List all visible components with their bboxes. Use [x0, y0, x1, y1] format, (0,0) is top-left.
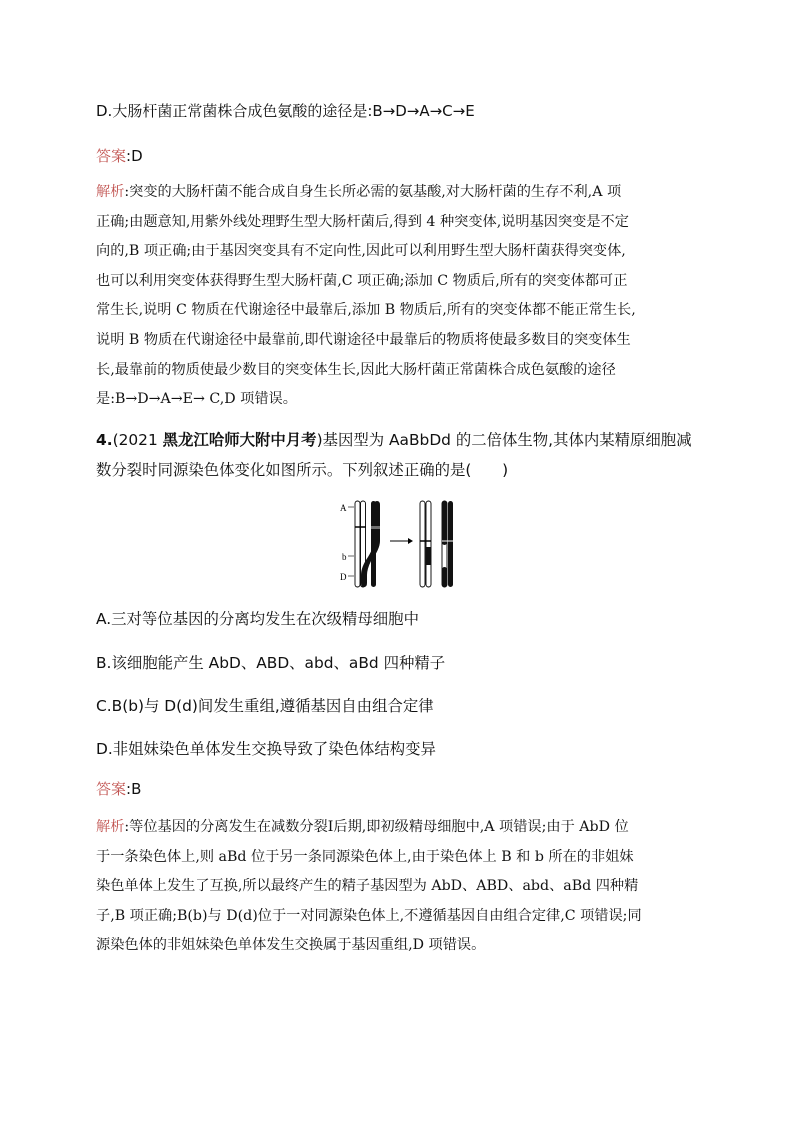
answer-label: 答案	[96, 147, 127, 165]
explanation-line: 正确;由题意知,用紫外线处理野生型大肠杆菌后,得到 4 种突变体,说明基因突变是不定	[96, 213, 629, 230]
q4-answer	[96, 779, 141, 799]
answer-value: :B	[126, 780, 142, 798]
q4-option-a: A.三对等位基因的分离均发生在次级精母细胞中	[96, 610, 419, 628]
q4-explanation	[96, 813, 710, 961]
explanation-line: 也可以利用突变体获得野生型大肠杆菌,C 项正确;添加 C 物质后,所有的突变体都可正	[96, 272, 628, 289]
explanation-line: 常生长,说明 C 物质在代谢途径中最靠后,添加 B 物质后,所有的突变体都不能正常生长,	[96, 302, 636, 319]
explanation-line: 源染色体的非姐妹染色单体发生交换属于基因重组,D 项错误。	[96, 937, 486, 954]
explanation-line: 解析:等位基因的分离发生在减数分裂Ⅰ后期,即初级精母细胞中,A 项错误;由于 AbD 位	[96, 819, 629, 835]
q4-stem-line1	[96, 425, 708, 455]
explanation-line: 解析:突变的大肠杆菌不能合成自身生长所必需的氨基酸,对大肠杆菌的生存不利,A 项	[96, 184, 622, 200]
explanation-line: 说明 B 物质在代谢途径中最靠前,即代谢途径中最靠后的物质将使最多数目的突变体生	[96, 331, 631, 348]
answer-label: 答案	[96, 780, 127, 798]
question-number: 4.	[96, 431, 113, 449]
explanation-line: 向的,B 项正确;由于基因突变具有不定向性,因此可以利用野生型大肠杆菌获得突变体,	[96, 243, 626, 260]
answer-value: :D	[126, 147, 143, 165]
q4-stem	[96, 425, 708, 485]
black-chromosome-right	[442, 501, 453, 587]
gene-label-d: D	[340, 572, 347, 582]
white-chromosome-right	[420, 501, 431, 587]
source-suffix: )	[316, 431, 323, 449]
source-prefix: (2021	[112, 431, 163, 449]
explanation-line: 长,最靠前的物质使最少数目的突变体生长,因此大肠杆菌正常菌株合成色氨酸的途径	[96, 361, 616, 378]
arrow-icon	[390, 538, 413, 544]
explanation-line: 染色单体上发生了互换,所以最终产生的精子基因型为 AbD、ABD、abd、aBd 四种精	[96, 878, 639, 895]
q4-option-d: D.非姐妹染色单体发生交换导致了染色体结构变异	[96, 740, 436, 758]
gene-label-b: b	[342, 552, 347, 562]
chromosome-crossover-figure	[338, 497, 470, 589]
q3-option-d: D.大肠杆菌正常菌株合成色氨酸的途径是:B→D→A→C→E	[96, 102, 475, 120]
q4-option-c: C.B(b)与 D(d)间发生重组,遵循基因自由组合定律	[96, 697, 434, 715]
q4-stem-line2: 数分裂时同源染色体变化如图所示。下列叙述正确的是( )	[96, 461, 509, 479]
explanation-line: 于一条染色体上,则 aBd 位于另一条同源染色体上,由于染色体上 B 和 b 所在的非姐妹	[96, 848, 634, 865]
gene-label-a: A	[340, 503, 347, 513]
q3-answer	[96, 146, 143, 166]
q4-option-b: B.该细胞能产生 AbD、ABD、abd、aBd 四种精子	[96, 654, 446, 672]
explanation-line: 子,B 项正确;B(b)与 D(d)位于一对同源染色体上,不遵循基因自由组合定律,C 项错误;同	[96, 907, 642, 924]
source-name: 黑龙江哈师大附中月考	[162, 431, 317, 449]
q3-explanation	[96, 178, 710, 415]
explanation-label: 解析	[96, 819, 125, 835]
explanation-line: 是:B→D→A→E→ C,D 项错误。	[96, 391, 297, 408]
explanation-label: 解析	[96, 184, 125, 200]
stem-text: 基因型为 AaBbDd 的二倍体生物,其体内某精原细胞减	[322, 431, 692, 449]
